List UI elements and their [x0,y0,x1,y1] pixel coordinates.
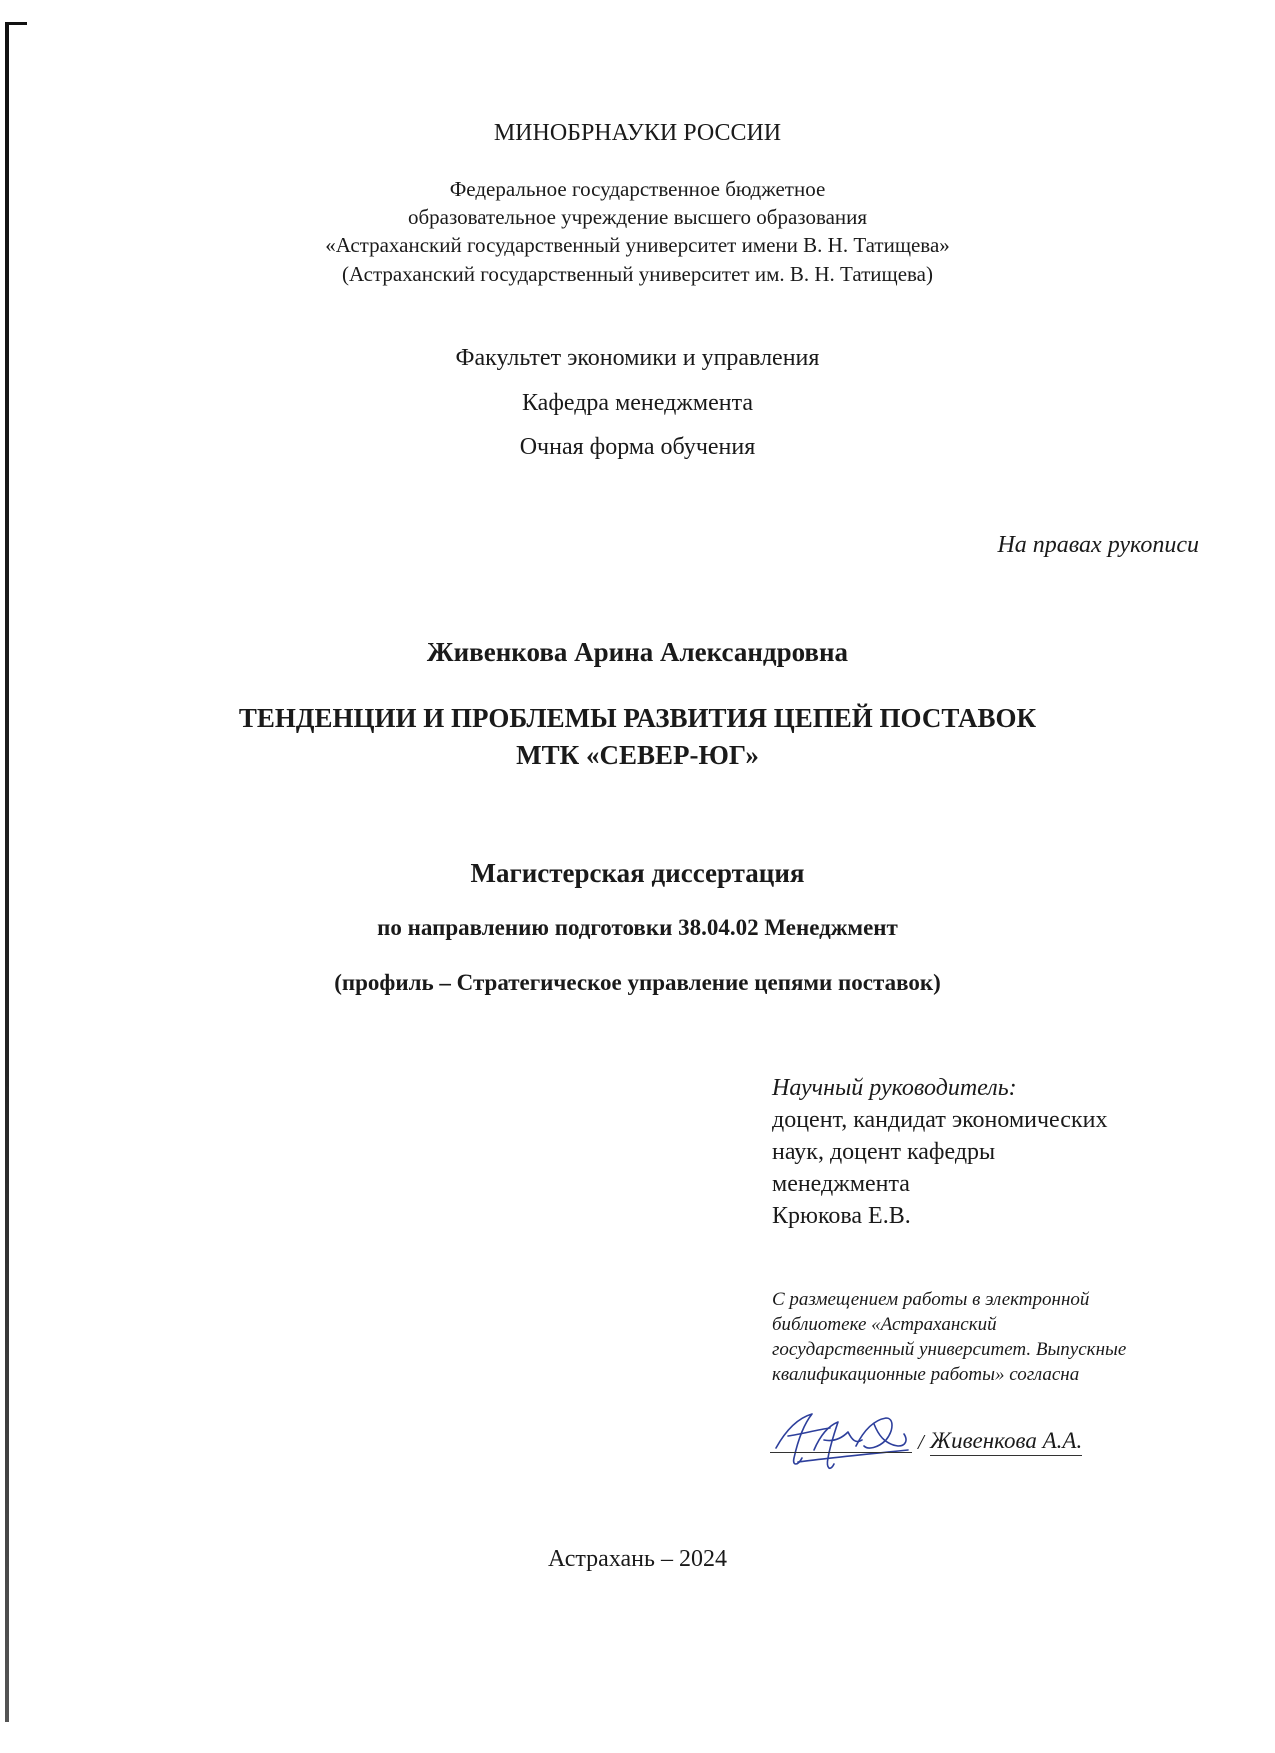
signer-name: Живенкова А.А. [930,1428,1082,1456]
faculty-name: Факультет экономики и управления [455,345,820,371]
institution-line-3: «Астраханский государственный университет имени В. Н. Татищева» [325,233,950,257]
study-direction: по направлению подготовки 38.04.02 Менеджмент [377,915,898,940]
work-type: Магистерская диссертация [470,858,805,888]
thesis-title-line-2: МТК «СЕВЕР-ЮГ» [516,740,759,770]
handwritten-signature [768,1400,918,1480]
signature-line [770,1452,912,1453]
supervisor-detail-3: менеджмента [772,1171,910,1197]
consent-line-4: квалификационные работы» согласна [772,1364,1080,1385]
city-year: Астрахань – 2024 [548,1546,727,1572]
consent-line-1: С размещением работы в электронной [772,1289,1090,1310]
department-name: Кафедра менеджмента [521,390,754,416]
study-form: Очная форма обучения [519,434,756,460]
consent-line-2: библиотеке «Астраханский [772,1314,997,1335]
author-name: Живенкова Арина Александровна [426,637,849,667]
consent-line-3: государственный университет. Выпускные [772,1339,1127,1360]
rights-note: На правах рукописи [997,532,1199,558]
scan-edge-corner [5,22,27,25]
ministry-name: МИНОБРНАУКИ РОССИИ [493,120,782,146]
signature-row [768,1410,1228,1470]
supervisor-detail-1: доцент, кандидат экономических [772,1107,1108,1133]
supervisor-label: Научный руководитель: [772,1075,1017,1101]
institution-line-4: (Астраханский государственный университет им. В. Н. Татищева) [342,262,933,286]
supervisor-name: Крюкова Е.В. [772,1203,911,1229]
supervisor-block [772,1072,1107,1232]
supervisor-detail-2: наук, доцент кафедры [772,1139,996,1165]
signature-separator: / [918,1430,924,1454]
institution-line-2: образовательное учреждение высшего образования [407,205,868,229]
thesis-title-line-1: ТЕНДЕНЦИИ И ПРОБЛЕМЫ РАЗВИТИЯ ЦЕПЕЙ ПОСТАВОК [238,703,1037,733]
institution-line-1: Федеральное государственное бюджетное [449,177,826,201]
consent-block [772,1287,1212,1387]
study-profile: (профиль – Стратегическое управление цепями поставок) [334,970,941,995]
